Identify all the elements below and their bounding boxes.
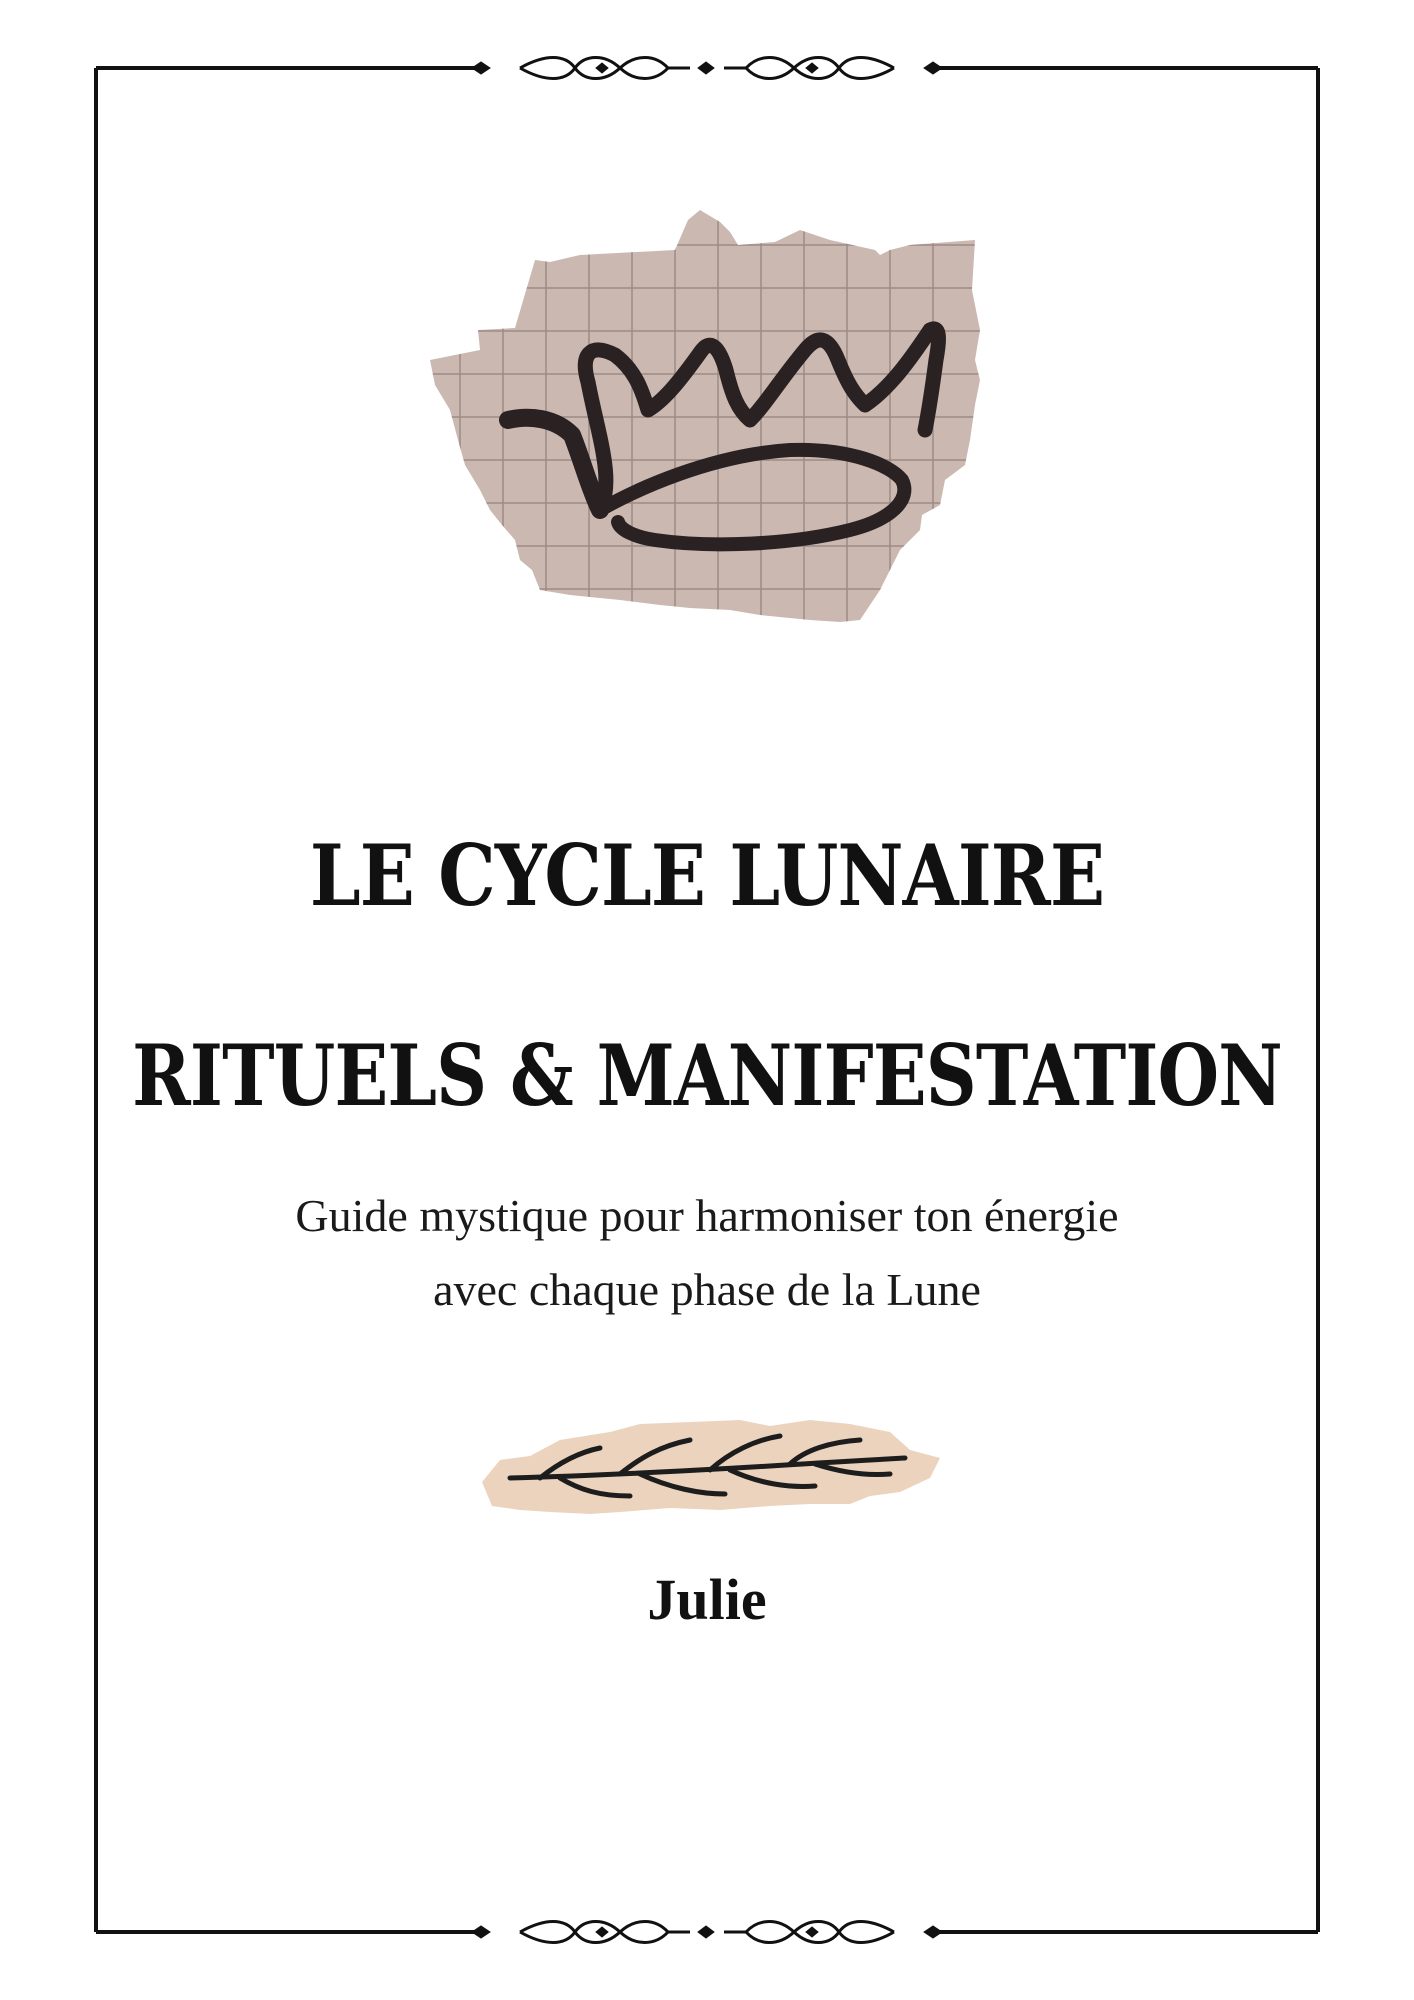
subtitle-line-1: Guide mystique pour harmoniser ton énergie — [295, 1190, 1119, 1241]
subtitle-line-2: avec chaque phase de la Lune — [433, 1264, 981, 1315]
branch-icon — [470, 1400, 950, 1540]
title-line-1: LE CYCLE LUNAIRE — [309, 826, 1105, 925]
bottom-ornament-icon — [472, 1922, 942, 1943]
top-ornament-icon — [472, 58, 942, 79]
title-line-2: RITUELS & MANIFESTATION — [132, 1026, 1282, 1125]
branch-illustration — [470, 1400, 950, 1540]
author-name: Julie — [647, 1567, 767, 1632]
crown-illustration — [420, 210, 1000, 630]
crown-icon — [420, 210, 1000, 630]
